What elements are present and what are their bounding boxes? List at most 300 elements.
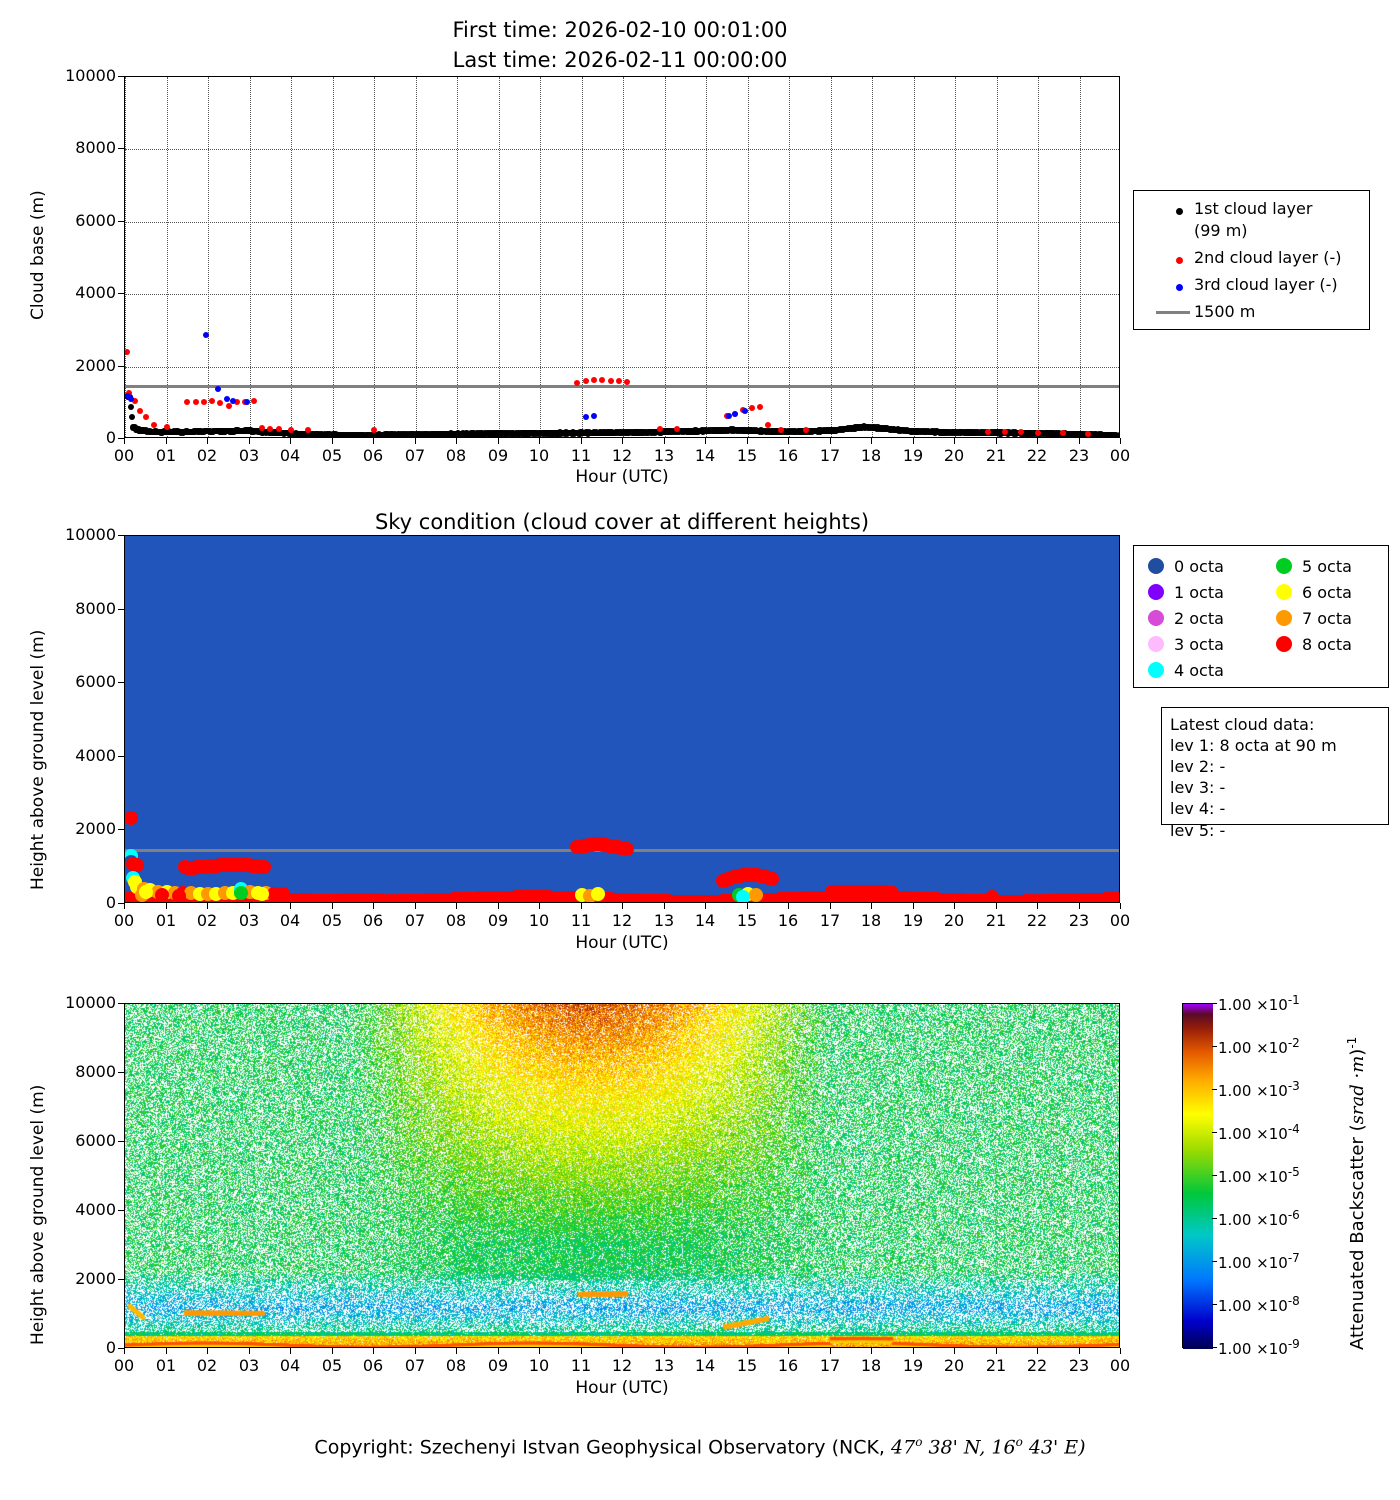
y-tickmark [118, 535, 124, 536]
panel-backscatter [0, 975, 1400, 1425]
gridline-vertical [457, 77, 459, 437]
cloud-base-xlabel: Hour (UTC) [575, 467, 669, 487]
octa-dot-5 [1276, 558, 1292, 574]
legend-dot-layer2 [1176, 257, 1183, 264]
octa-dot-1 [1148, 584, 1164, 600]
colorbar-unit-m: m [1347, 1055, 1368, 1073]
data-point [224, 396, 230, 402]
data-point [305, 427, 311, 433]
colorbar-tickmark [1212, 1175, 1217, 1176]
x-tick-label: 15 [736, 446, 758, 465]
colorbar-tickmark [1212, 1347, 1217, 1348]
x-tick-label: 04 [279, 446, 301, 465]
x-tickmark [622, 1348, 623, 1354]
data-point [732, 411, 738, 417]
reference-line-1500m [125, 385, 1119, 388]
gridline-vertical [872, 77, 874, 437]
colorbar-tickmark [1212, 1218, 1217, 1219]
legend-item-label: 1st cloud layer [1194, 199, 1313, 218]
x-tickmark [539, 903, 540, 909]
data-point [371, 427, 377, 433]
x-tick-label: 10 [528, 446, 550, 465]
x-tickmark [871, 903, 872, 909]
backscatter-colorbar [1182, 1003, 1212, 1348]
y-tickmark [118, 76, 124, 77]
octa-marker [124, 811, 138, 825]
x-tickmark [166, 1348, 167, 1354]
octa-marker [985, 890, 999, 903]
x-tickmark [747, 438, 748, 444]
data-point [803, 427, 809, 433]
colorbar-gradient [1183, 1004, 1213, 1349]
y-tickmark [118, 1210, 124, 1211]
y-tickmark [118, 1072, 124, 1073]
x-tick-label: 09 [487, 446, 509, 465]
x-tick-label: 14 [694, 1356, 716, 1375]
x-tickmark [871, 438, 872, 444]
octa-label-8: 8 octa [1302, 635, 1352, 654]
x-tick-label: 20 [943, 446, 965, 465]
x-tickmark [747, 1348, 748, 1354]
x-tick-label: 08 [445, 446, 467, 465]
x-tickmark [1037, 1348, 1038, 1354]
y-tick-label: 4000 [75, 746, 116, 765]
colorbar-tickmark [1212, 1089, 1217, 1090]
latitude-value: 47 [891, 1436, 916, 1459]
copyright-text: Copyright: Szechenyi Istvan Geophysical Observatory (NCK, [314, 1436, 891, 1459]
data-point [591, 413, 597, 419]
x-tickmark [664, 903, 665, 909]
octa-marker [620, 842, 634, 856]
x-tickmark [373, 903, 374, 909]
octa-label-0: 0 octa [1174, 557, 1224, 576]
x-tickmark [830, 1348, 831, 1354]
gridline-vertical [831, 77, 833, 437]
gridline-vertical [997, 77, 999, 437]
y-tickmark [118, 366, 124, 367]
backscatter-ylabel: Height above ground level (m) [28, 1084, 48, 1345]
x-tick-label: 19 [902, 1356, 924, 1375]
latitude-minutes: 38' N, [922, 1436, 992, 1459]
x-tick-label: 15 [736, 911, 758, 930]
x-tickmark [124, 1348, 125, 1354]
x-tickmark [207, 1348, 208, 1354]
x-tickmark [332, 438, 333, 444]
octa-label-3: 3 octa [1174, 635, 1224, 654]
data-point [124, 349, 130, 355]
x-tick-label: 09 [487, 1356, 509, 1375]
legend-line-1500m [1156, 311, 1190, 314]
x-tick-label: 14 [694, 446, 716, 465]
x-tick-label: 16 [777, 1356, 799, 1375]
colorbar-tick-label: $1.00 \times 10^{-5}$ [1218, 1165, 1300, 1186]
gridline-vertical [540, 77, 542, 437]
x-tickmark [705, 1348, 706, 1354]
y-tick-label: 2000 [75, 1269, 116, 1288]
gridline-vertical [374, 77, 376, 437]
legend-item-label: 1500 m [1194, 302, 1256, 321]
x-tickmark [913, 903, 914, 909]
y-tick-label: 4000 [75, 1200, 116, 1219]
x-tickmark [415, 1348, 416, 1354]
y-tickmark [118, 148, 124, 149]
sky-condition-xlabel: Hour (UTC) [575, 933, 669, 953]
colorbar-unit-dot: · [1347, 1072, 1368, 1079]
data-point [128, 404, 134, 410]
gridline-vertical [291, 77, 293, 437]
legend-item-label: 2nd cloud layer (-) [1194, 248, 1342, 267]
longitude-minutes: 43' E) [1022, 1436, 1086, 1459]
data-point [193, 399, 199, 405]
degree-symbol-lon: o [1015, 1435, 1023, 1449]
data-point [143, 414, 149, 420]
x-tick-label: 00 [1109, 446, 1131, 465]
x-tickmark [664, 1348, 665, 1354]
x-tickmark [705, 438, 706, 444]
x-tick-label: 12 [611, 1356, 633, 1375]
y-tick-label: 4000 [75, 283, 116, 302]
y-tick-label: 8000 [75, 1062, 116, 1081]
x-tickmark [498, 903, 499, 909]
x-tick-label: 06 [362, 446, 384, 465]
octa-label-7: 7 octa [1302, 609, 1352, 628]
y-tick-label: 0 [105, 428, 116, 447]
x-tick-label: 00 [113, 446, 135, 465]
data-point [1085, 431, 1091, 437]
y-tickmark [118, 1348, 124, 1349]
x-tick-label: 23 [1068, 446, 1090, 465]
data-point [591, 377, 597, 383]
x-tick-label: 04 [279, 1356, 301, 1375]
octa-label-2: 2 octa [1174, 609, 1224, 628]
x-tickmark [954, 903, 955, 909]
colorbar-tickmark [1212, 1132, 1217, 1133]
x-tickmark [1079, 1348, 1080, 1354]
gridline-vertical [125, 77, 127, 437]
x-tickmark [290, 438, 291, 444]
y-tick-label: 10000 [65, 66, 116, 85]
data-point [215, 386, 221, 392]
gridline-vertical [499, 77, 501, 437]
x-tick-label: 03 [238, 446, 260, 465]
latest-cloud-data-box [1161, 707, 1389, 840]
x-tick-label: 03 [238, 911, 260, 930]
x-tickmark [581, 903, 582, 909]
x-tickmark [290, 903, 291, 909]
x-tick-label: 21 [985, 1356, 1007, 1375]
x-tickmark [415, 438, 416, 444]
octa-dot-8 [1276, 636, 1292, 652]
octa-marker [255, 887, 269, 901]
octa-label-6: 6 octa [1302, 583, 1352, 602]
x-tick-label: 05 [321, 911, 343, 930]
x-tick-label: 20 [943, 1356, 965, 1375]
legend-item-label: 3rd cloud layer (-) [1194, 275, 1338, 294]
x-tickmark [332, 903, 333, 909]
x-tickmark [747, 903, 748, 909]
y-tickmark [118, 756, 124, 757]
x-tick-label: 00 [113, 911, 135, 930]
x-tick-label: 12 [611, 911, 633, 930]
degree-symbol-lat: o [915, 1435, 923, 1449]
x-tickmark [996, 903, 997, 909]
y-tick-label: 6000 [75, 672, 116, 691]
octa-marker [1109, 894, 1120, 903]
data-point [276, 426, 282, 432]
x-tickmark [1120, 903, 1121, 909]
x-tickmark [207, 438, 208, 444]
colorbar-tick-label: $1.00 \times 10^{-7}$ [1218, 1251, 1300, 1272]
gridline-vertical [789, 77, 791, 437]
x-tick-label: 19 [902, 911, 924, 930]
x-tick-label: 22 [1026, 911, 1048, 930]
colorbar-tickmark [1212, 1046, 1217, 1047]
x-tickmark [788, 1348, 789, 1354]
octa-marker [172, 889, 186, 903]
x-tickmark [373, 1348, 374, 1354]
x-tickmark [539, 438, 540, 444]
x-tick-label: 01 [155, 446, 177, 465]
x-tickmark [830, 903, 831, 909]
x-tickmark [1037, 438, 1038, 444]
latest-cloud-title: Latest cloud data: [1170, 715, 1315, 734]
x-tickmark [249, 903, 250, 909]
x-tick-label: 18 [860, 1356, 882, 1375]
gridline-vertical [955, 77, 957, 437]
data-point [129, 414, 135, 420]
x-tickmark [705, 903, 706, 909]
x-tick-label: 12 [611, 446, 633, 465]
gridline-vertical [748, 77, 750, 437]
panel-sky-condition [0, 500, 1400, 960]
x-tick-label: 13 [653, 1356, 675, 1375]
x-tickmark [996, 438, 997, 444]
x-tickmark [788, 903, 789, 909]
x-tick-label: 07 [404, 911, 426, 930]
octa-dot-4 [1148, 662, 1164, 678]
octa-dot-0 [1148, 558, 1164, 574]
y-tick-label: 6000 [75, 211, 116, 230]
data-point [267, 426, 273, 432]
gridline-vertical [914, 77, 916, 437]
x-tickmark [1079, 438, 1080, 444]
x-tick-label: 17 [819, 446, 841, 465]
x-tick-label: 20 [943, 911, 965, 930]
x-tickmark [456, 903, 457, 909]
octa-marker [765, 872, 779, 886]
octa-marker [736, 890, 750, 903]
longitude-value: 16 [991, 1436, 1016, 1459]
latest-cloud-line: lev 4: - [1170, 799, 1226, 819]
x-tickmark [456, 438, 457, 444]
x-tick-label: 01 [155, 911, 177, 930]
x-tickmark [290, 1348, 291, 1354]
x-tick-label: 11 [570, 911, 592, 930]
x-tick-label: 09 [487, 911, 509, 930]
data-point [726, 413, 732, 419]
gridline-vertical [1038, 77, 1040, 437]
x-tick-label: 06 [362, 1356, 384, 1375]
x-tickmark [954, 1348, 955, 1354]
y-tickmark [118, 903, 124, 904]
x-tickmark [871, 1348, 872, 1354]
x-tick-label: 23 [1068, 1356, 1090, 1375]
octa-marker [749, 888, 763, 902]
gridline-vertical [250, 77, 252, 437]
x-tick-label: 05 [321, 446, 343, 465]
y-tick-label: 8000 [75, 599, 116, 618]
gridline-vertical [665, 77, 667, 437]
data-point [1002, 429, 1008, 435]
x-tick-label: 08 [445, 1356, 467, 1375]
octa-label-1: 1 octa [1174, 583, 1224, 602]
data-point [599, 377, 605, 383]
x-tickmark [249, 1348, 250, 1354]
x-tickmark [788, 438, 789, 444]
data-point [616, 378, 622, 384]
data-point [765, 422, 771, 428]
colorbar-label [1345, 1037, 1368, 1350]
x-tick-label: 05 [321, 1356, 343, 1375]
data-point [251, 398, 257, 404]
colorbar-label-text: Attenuated Backscatter ( [1347, 1124, 1368, 1350]
y-tick-label: 10000 [65, 993, 116, 1012]
x-tickmark [581, 1348, 582, 1354]
y-tick-label: 6000 [75, 1131, 116, 1150]
y-tick-label: 8000 [75, 138, 116, 157]
x-tickmark [332, 1348, 333, 1354]
x-tick-label: 23 [1068, 911, 1090, 930]
x-tickmark [456, 1348, 457, 1354]
x-tick-label: 06 [362, 911, 384, 930]
colorbar-tick-label: $1.00 \times 10^{-2}$ [1218, 1036, 1300, 1057]
data-point [749, 405, 755, 411]
y-tickmark [118, 609, 124, 610]
x-tick-label: 04 [279, 911, 301, 930]
sky-condition-title: Sky condition (cloud cover at different heights) [374, 510, 870, 534]
sky-condition-ylabel: Height above ground level (m) [28, 629, 48, 890]
x-tick-label: 02 [196, 1356, 218, 1375]
octa-label-5: 5 octa [1302, 557, 1352, 576]
x-tick-label: 16 [777, 911, 799, 930]
colorbar-tickmark [1212, 1304, 1217, 1305]
data-point [288, 427, 294, 433]
cloud-base-ylabel: Cloud base (m) [28, 190, 48, 320]
data-point [151, 422, 157, 428]
y-tickmark [118, 829, 124, 830]
backscatter-xlabel: Hour (UTC) [575, 1378, 669, 1398]
x-tickmark [1120, 438, 1121, 444]
y-tickmark [118, 221, 124, 222]
colorbar-unit-close: ) [1347, 1048, 1368, 1056]
gridline-horizontal [125, 149, 1119, 151]
legend-dot-layer1 [1176, 208, 1183, 215]
latest-cloud-line: lev 3: - [1170, 778, 1226, 798]
x-tick-label: 18 [860, 446, 882, 465]
x-tickmark [498, 438, 499, 444]
data-point [1035, 430, 1041, 436]
legend-dot-layer3 [1176, 284, 1183, 291]
data-point [217, 400, 223, 406]
octa-dot-2 [1148, 610, 1164, 626]
data-point [778, 427, 784, 433]
x-tick-label: 07 [404, 1356, 426, 1375]
y-tickmark [118, 1141, 124, 1142]
x-tickmark [581, 438, 582, 444]
colorbar-tick-label: $1.00 \times 10^{-8}$ [1218, 1294, 1300, 1315]
y-tick-label: 0 [105, 893, 116, 912]
data-point [757, 404, 763, 410]
data-point [608, 378, 614, 384]
colorbar-tick-label: $1.00 \times 10^{-3}$ [1218, 1079, 1300, 1100]
x-tickmark [664, 438, 665, 444]
data-point [164, 424, 170, 430]
x-tickmark [913, 438, 914, 444]
x-tickmark [622, 438, 623, 444]
latest-cloud-line: lev 1: 8 octa at 90 m [1170, 736, 1337, 756]
y-tick-label: 2000 [75, 356, 116, 375]
colorbar-tick-label: $1.00 \times 10^{-1}$ [1218, 993, 1300, 1014]
x-tick-label: 21 [985, 911, 1007, 930]
x-tick-label: 13 [653, 446, 675, 465]
x-tick-label: 16 [777, 446, 799, 465]
backscatter-image [125, 1004, 1120, 1348]
colorbar-unit-srad: srad [1347, 1078, 1368, 1125]
data-point [203, 332, 209, 338]
x-tickmark [207, 903, 208, 909]
x-tick-label: 02 [196, 446, 218, 465]
gridline-vertical [167, 77, 169, 437]
y-tickmark [118, 1003, 124, 1004]
x-tickmark [1079, 903, 1080, 909]
data-point [583, 378, 589, 384]
sky-condition-axes [124, 535, 1120, 903]
x-tick-label: 22 [1026, 446, 1048, 465]
octa-legend [1133, 545, 1389, 688]
y-tick-label: 10000 [65, 525, 116, 544]
octa-dot-3 [1148, 636, 1164, 652]
x-tick-label: 15 [736, 1356, 758, 1375]
x-tick-label: 00 [1109, 1356, 1131, 1375]
panel-cloud-base [0, 0, 1400, 490]
x-tick-label: 01 [155, 1356, 177, 1375]
gridline-vertical [208, 77, 210, 437]
x-tick-label: 11 [570, 446, 592, 465]
x-tickmark [830, 438, 831, 444]
x-tick-label: 13 [653, 911, 675, 930]
x-tick-label: 17 [819, 911, 841, 930]
x-tick-label: 19 [902, 446, 924, 465]
colorbar-tickmark [1212, 1003, 1217, 1004]
latest-cloud-line: lev 2: - [1170, 757, 1226, 777]
x-tick-label: 00 [113, 1356, 135, 1375]
gridline-vertical [333, 77, 335, 437]
colorbar-tick-label: $1.00 \times 10^{-9}$ [1218, 1337, 1300, 1358]
x-tick-label: 08 [445, 911, 467, 930]
x-tick-label: 17 [819, 1356, 841, 1375]
y-tickmark [118, 1279, 124, 1280]
x-tick-label: 14 [694, 911, 716, 930]
colorbar-tickmark [1212, 1261, 1217, 1262]
x-tickmark [124, 903, 125, 909]
x-tickmark [373, 438, 374, 444]
octa-dot-6 [1276, 584, 1292, 600]
x-tick-label: 02 [196, 911, 218, 930]
colorbar-tick-label: $1.00 \times 10^{-4}$ [1218, 1122, 1300, 1143]
x-tick-label: 10 [528, 1356, 550, 1375]
gridline-horizontal [125, 367, 1119, 369]
cloud-base-axes [124, 76, 1120, 438]
